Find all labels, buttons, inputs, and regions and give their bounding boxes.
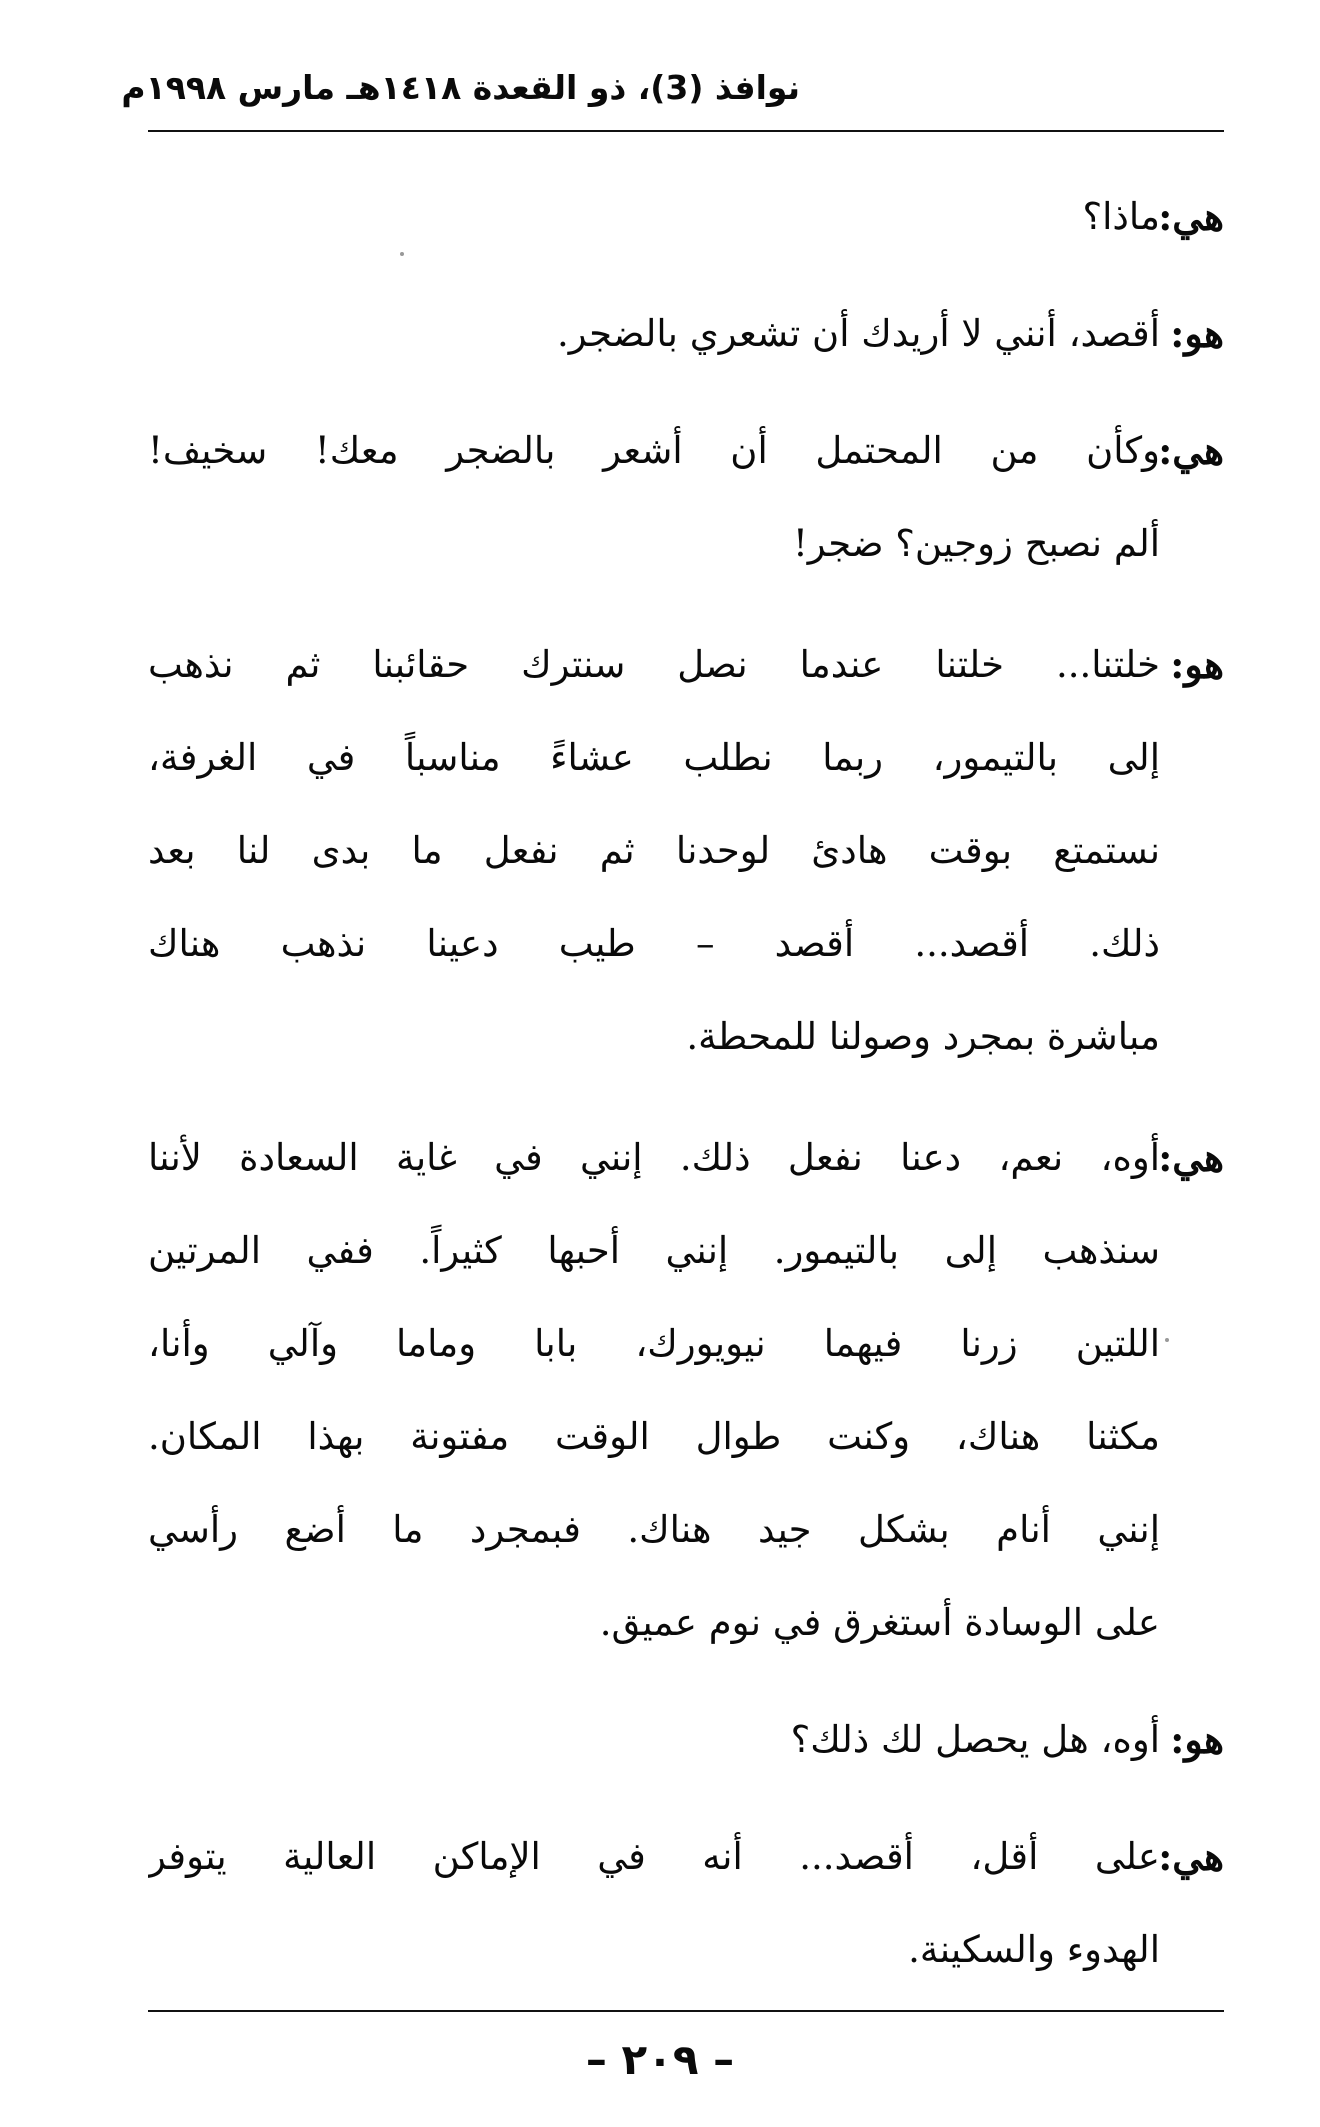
speech-text [148,287,1160,380]
speaker-label: هي: [1158,428,1224,473]
running-header: نوافذ (3)، ذو القعدة ١٤١٨هـ مارس ١٩٩٨م [121,68,800,107]
footer-rule [148,2010,1224,2012]
page-number: – ٢٠٩ – [585,2035,735,2084]
text-line: مكثنا هناك، وكنت طوال الوقت مفتونة بهذا المكان. [148,1415,1160,1458]
header-rule [148,130,1224,132]
text-line: اللتين زرنا فيهما نيويورك، بابا وماما وآلي وأنا، [148,1322,1160,1365]
dialogue-entry [148,170,1224,263]
text-line: أقصد، أنني لا أريدك أن تشعري بالضجر. [556,312,1160,355]
scan-speck [400,252,404,256]
speaker-label: هي: [1158,1834,1224,1879]
speaker-label: هو: [1170,642,1224,687]
speech-text [148,404,1160,590]
speech-text [148,618,1160,1083]
speech-text [148,1693,1160,1786]
dialogue-entry [148,1111,1224,1669]
text-line: ألم نصبح زوجين؟ ضجر! [792,522,1160,565]
text-line: على أقل، أقصد... أنه في الإماكن العالية يتوفر [148,1835,1160,1878]
speech-text [148,170,1160,263]
dialogue-entry [148,1810,1224,1996]
speech-text [148,1810,1160,1996]
text-line: أوه، نعم، دعنا نفعل ذلك. إنني في غاية السعادة لأننا [148,1136,1160,1179]
text-line: وكأن من المحتمل أن أشعر بالضجر معك! سخيف! [148,429,1160,472]
dialogue-body [148,170,1224,1996]
speaker-label: هي: [1158,1135,1224,1180]
dialogue-entry [148,404,1224,590]
text-line: مباشرة بمجرد وصولنا للمحطة. [686,1015,1160,1058]
dialogue-entry [148,1693,1224,1786]
text-line: إلى بالتيمور، ربما نطلب عشاءً مناسباً في الغرفة، [148,736,1160,779]
scan-speck [1165,1338,1169,1342]
dialogue-entry [148,618,1224,1083]
text-line: ماذا؟ [1082,195,1160,238]
text-line: سنذهب إلى بالتيمور. إنني أحبها كثيراً. ففي المرتين [148,1229,1160,1272]
text-line: أوه، هل يحصل لك ذلك؟ [790,1718,1160,1761]
text-line: نستمتع بوقت هادئ لوحدنا ثم نفعل ما بدى لنا بعد [148,829,1160,872]
text-line: الهدوء والسكينة. [908,1928,1160,1971]
speaker-label: هو: [1170,1717,1224,1762]
text-line: على الوسادة أستغرق في نوم عميق. [599,1601,1160,1644]
dialogue-entry [148,287,1224,380]
text-line: ذلك. أقصد... أقصد – طيب دعينا نذهب هناك [148,922,1160,965]
text-line: إنني أنام بشكل جيد هناك. فبمجرد ما أضع رأسي [148,1508,1160,1551]
text-line: خلتنا... خلتنا عندما نصل سنترك حقائبنا ثم نذهب [148,643,1160,686]
speech-text [148,1111,1160,1669]
speaker-label: هي: [1158,194,1224,239]
speaker-label: هو: [1170,311,1224,356]
